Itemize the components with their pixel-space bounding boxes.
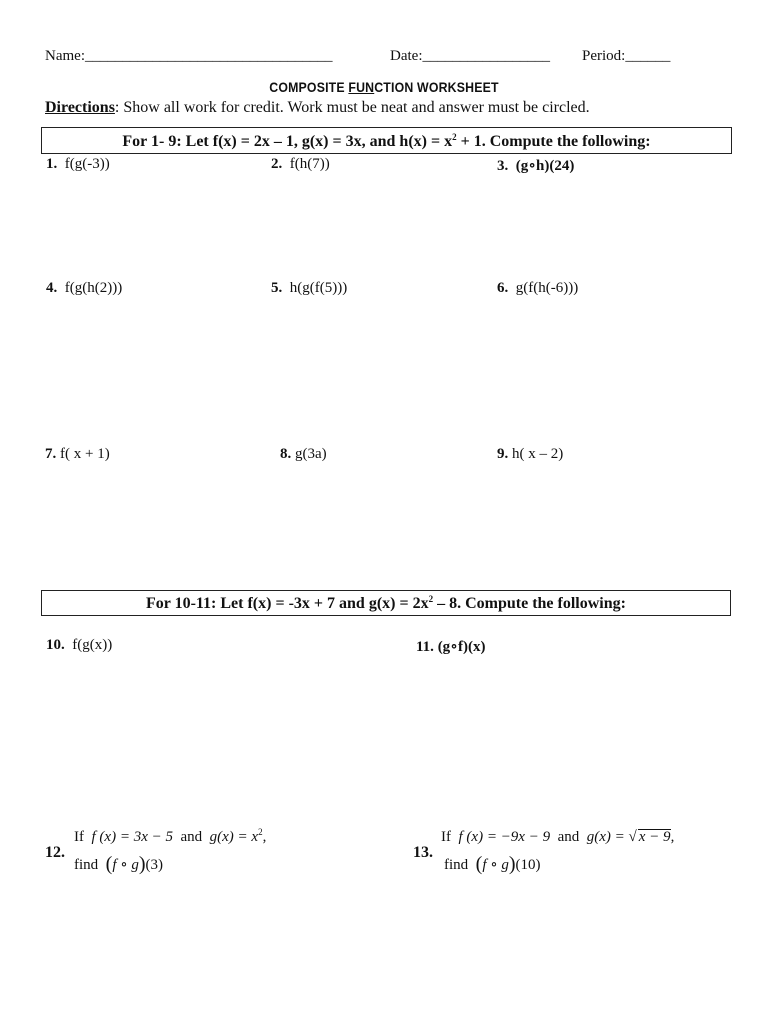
problem-12-given: If f (x) = 3x − 5 and $g(x) = x^2$, [74, 827, 267, 845]
problem-6: 6. g(f(h(-6))) [497, 280, 579, 296]
problem-11: 11. (g∘f)(x) [416, 639, 486, 655]
problem-4: 4. f(g(h(2))) [46, 280, 123, 296]
problem-2: 2. f(h(7)) [271, 156, 330, 172]
directions-label: Directions [45, 99, 115, 116]
problem-10: 10. f(g(x)) [46, 637, 113, 653]
section1-instruction-box: For 1- 9: Let f(x) = 2x – 1, g(x) = 3x, and $h(x) = x^2 + 1$. Compute the following: [41, 127, 732, 154]
problem-13-find: find (f ∘ g)(10) [444, 853, 541, 875]
section2-instruction-box: For 10-11: Let f(x) = -3x + 7 and $g(x) = 2x^2 - 8$. Compute the following: [41, 590, 731, 616]
name-field[interactable]: Name:_________________________________ [45, 48, 333, 64]
problem-3: 3. (g∘h)(24) [497, 158, 575, 174]
worksheet-title: COMPOSITE FUNCTION WORKSHEET [269, 79, 499, 95]
problem-12-number: 12. [45, 844, 65, 861]
date-field[interactable]: Date:_________________ [390, 48, 550, 64]
problem-7: 7. f( x + 1) [45, 446, 110, 462]
problem-13-number: 13. [413, 844, 433, 861]
directions [45, 99, 590, 117]
problem-1: 1. f(g(-3)) [46, 156, 110, 172]
problem-8: 8. g(3a) [280, 446, 327, 462]
problem-5: 5. h(g(f(5))) [271, 280, 348, 296]
problem-9: 9. h( x – 2) [497, 446, 564, 462]
directions-text: : Show all work for credit. Work must be neat and answer must be circled. [114, 99, 590, 116]
period-field[interactable]: Period:______ [582, 48, 671, 64]
sqrt-symbol: √ [628, 829, 637, 845]
problem-12-find: find (f ∘ g)(3) [74, 853, 164, 875]
problem-13-given: If f (x) = −9x − 9 and g(x) = √ x − 9, [441, 829, 675, 845]
